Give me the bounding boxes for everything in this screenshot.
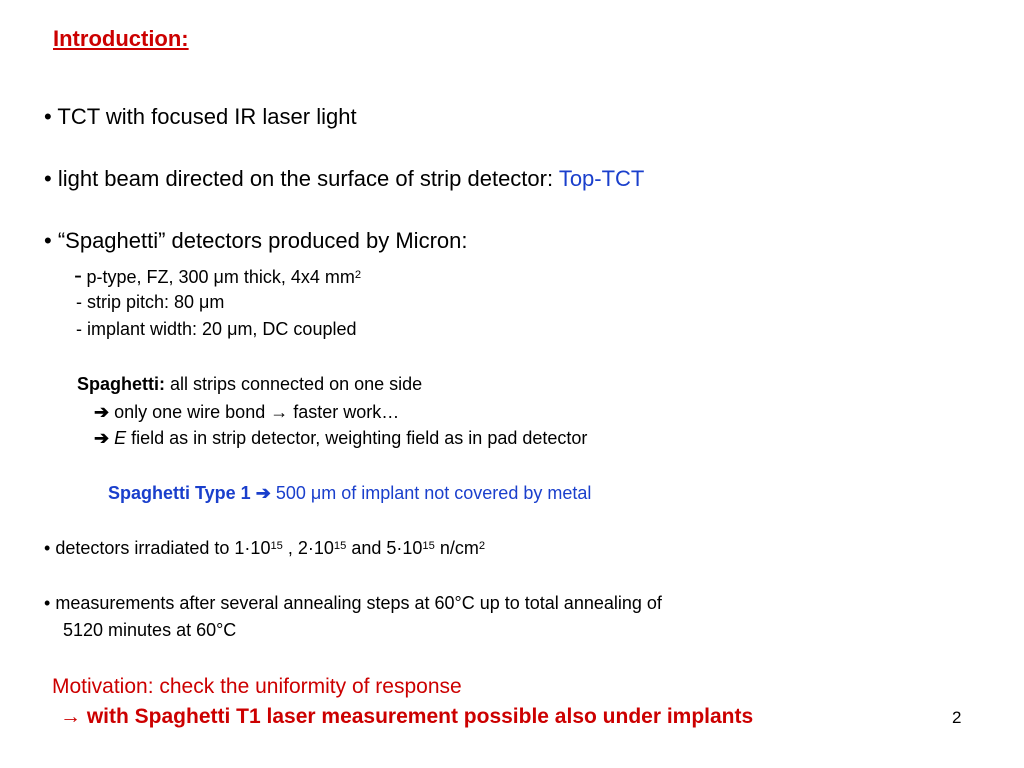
annealing-continuation: 5120 minutes at 60°C: [63, 620, 237, 640]
bullet-marker: •: [44, 228, 52, 253]
bullet-marker: •: [44, 593, 51, 613]
sub-item-pitch: - strip pitch: 80 μm: [76, 292, 225, 312]
ptype-value: p-type, FZ, 300 μm thick, 4x4 mm: [86, 267, 355, 287]
exponent: 2: [478, 539, 486, 552]
arrow-icon: ➔: [255, 483, 271, 503]
light-beam-text: light beam directed on the surface of strip detector:: [57, 166, 559, 191]
faster-work-text: faster work…: [293, 402, 400, 422]
efield-line: [94, 428, 587, 449]
tct-text: TCT with focused IR laser light: [57, 104, 357, 129]
spaghetti-type1-line: [108, 483, 591, 504]
bullet-marker: •: [44, 166, 52, 191]
bullet-marker: •: [44, 104, 52, 129]
bullet-irradiation: [44, 538, 485, 559]
exponent: 15: [333, 539, 347, 552]
sub-item-implant: - implant width: 20 μm, DC coupled: [76, 319, 357, 339]
arrow-icon: →: [60, 705, 81, 728]
type1-desc: 500 μm of implant not covered by metal: [275, 483, 592, 503]
type1-label: Spaghetti Type 1: [108, 483, 251, 503]
bullet-annealing: [44, 593, 662, 614]
dash-marker: -: [74, 262, 82, 289]
exponent: 15: [270, 539, 283, 552]
efield-symbol: E: [114, 428, 127, 448]
page-number: 2: [952, 708, 962, 727]
slide-title: Introduction:: [53, 26, 189, 51]
efield-text: field as in strip detector, weighting field as in pad detector: [126, 428, 588, 448]
fluence-1: detectors irradiated to 1·10: [55, 538, 271, 558]
bullet-marker: •: [44, 538, 51, 558]
top-tct-label: Top-TCT: [558, 166, 645, 191]
fluence-2: , 2·10: [282, 538, 334, 558]
ptype-superscript: 2: [354, 268, 362, 281]
fluence-unit: n/cm: [434, 538, 479, 558]
wire-bond-text: only one wire bond: [114, 402, 266, 422]
spaghetti-intro-text: “Spaghetti” detectors produced by Micron:: [57, 228, 468, 253]
bullet-spaghetti: [44, 228, 467, 254]
arrow-icon: →: [270, 402, 289, 422]
conclusion-line: [60, 705, 753, 729]
spaghetti-desc: all strips connected on one side: [165, 374, 423, 394]
exponent: 15: [422, 539, 435, 552]
sub-item-ptype: [74, 262, 361, 290]
arrow-icon: ➔: [94, 428, 110, 448]
irradiation-text: [55, 538, 485, 558]
bullet-light-beam: [44, 166, 644, 192]
spaghetti-definition: [77, 374, 422, 395]
annealing-text-1: measurements after several annealing steps at 60°C up to total annealing of: [55, 593, 662, 613]
conclusion-text: with Spaghetti T1 laser measurement possible also under implants: [86, 705, 754, 728]
fluence-3: and 5·10: [346, 538, 423, 558]
wire-bond-line: [94, 402, 399, 423]
arrow-icon: ➔: [94, 402, 110, 422]
bullet-tct: [44, 104, 357, 130]
ptype-text: [86, 267, 361, 287]
motivation-line: Motivation: check the uniformity of response: [52, 675, 462, 698]
spaghetti-label: Spaghetti:: [77, 374, 165, 394]
